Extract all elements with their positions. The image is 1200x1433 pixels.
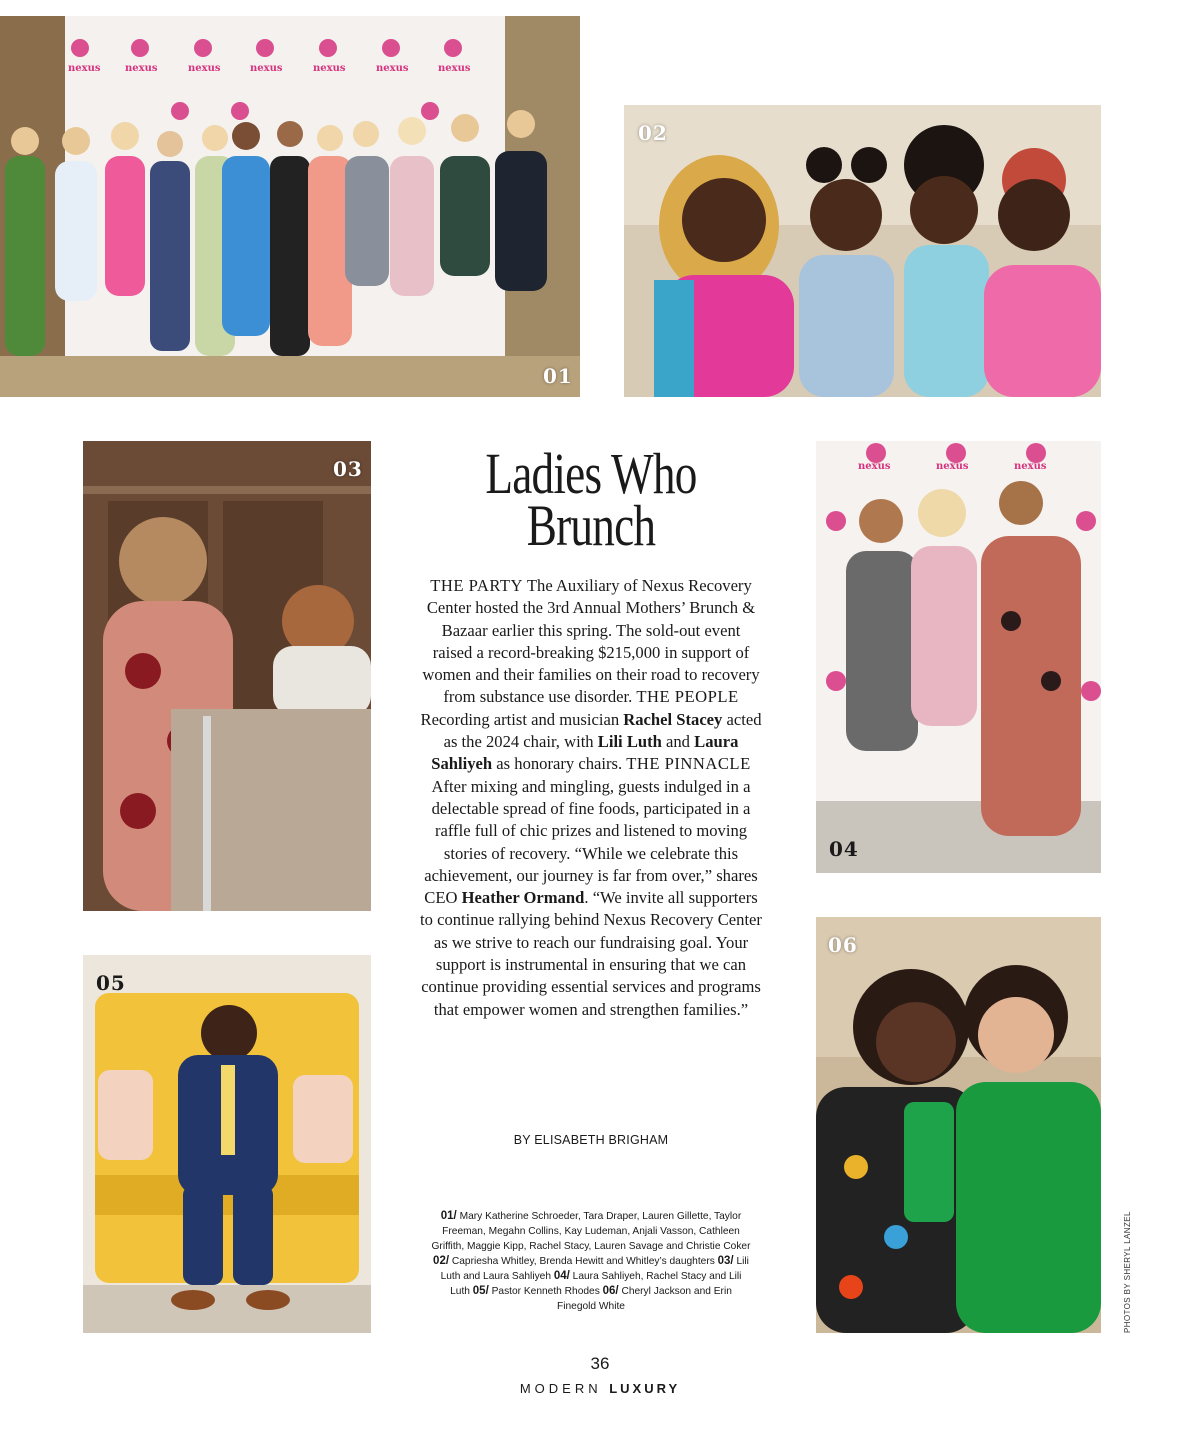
photo-group-backdrop <box>0 16 580 397</box>
backdrop-logo: nexus <box>313 63 346 74</box>
body-text: The Auxiliary of Nexus Recovery Center hosted the 3rd Annual Mothers’ Brunch & Bazaar earlier this spring. The sold-out event raised a record-breaking $215,000 in support of women and their families on their road to recovery from substance use disorder. <box>422 576 760 707</box>
body-text: After mixing and mingling, guests indulged in a delectable spread of fine foods, participated in a raffle full of chic prizes and listened to moving stories of recovery. “While we celebrate this achievement, our journey is far from over,” shares CEO <box>424 776 758 908</box>
caption-text: Mary Katherine Schroeder, Tara Draper, Lauren Gillette, Taylor Freeman, Megahn Collins, Kay Ludeman, Anjali Vasson, Cathleen Griffith, Maggie Kipp, Rachel Stacy, Lauren Savage and Christie Coker <box>431 1211 751 1252</box>
photo-number: 06 <box>828 933 858 957</box>
photo-captions <box>430 1209 752 1314</box>
kicker-the-party: THE PARTY <box>430 576 524 595</box>
caption-text: Capriesha Whitley, Brenda Hewitt and Whitley’s daughters <box>449 1256 718 1267</box>
backdrop-logo: nexus <box>188 63 221 74</box>
masthead-luxury: LUXURY <box>609 1381 681 1396</box>
backdrop-logo: nexus <box>250 63 283 74</box>
photo-credit: PHOTOS BY SHERYL LANZEL <box>1123 1211 1132 1333</box>
caption-number: 01/ <box>440 1210 457 1222</box>
photo-01-image <box>0 16 580 397</box>
photo-04-image <box>816 441 1101 873</box>
backdrop-logo: nexus <box>438 63 471 74</box>
backdrop-logo: nexus <box>858 461 891 472</box>
caption-number: 05/ <box>472 1285 489 1297</box>
caption-number: 06/ <box>602 1285 619 1297</box>
body-text: and <box>661 732 695 752</box>
page-number: 36 <box>590 1354 610 1373</box>
backdrop-logo: nexus <box>1014 461 1047 472</box>
byline: BY ELISABETH BRIGHAM <box>513 1133 669 1147</box>
photo-06-image <box>816 917 1101 1333</box>
body-text: . “We invite all supporters to continue rallying behind Nexus Recovery Center as we strive to reach our fundraising goal. Your support is instrumental in ensuring that we can continue providing essential services and programs that empower women and strengthen families.” <box>420 888 762 1019</box>
caption-number: 03/ <box>717 1255 734 1267</box>
backdrop-logo: nexus <box>125 63 158 74</box>
person-name: Laura Sahliyeh <box>431 732 739 774</box>
photo-pastor-seated <box>83 955 371 1333</box>
backdrop-logo: nexus <box>376 63 409 74</box>
kicker-the-people: THE PEOPLE <box>636 687 739 707</box>
photo-number: 03 <box>333 457 363 481</box>
backdrop-logo: nexus <box>68 63 101 74</box>
body-text: acted as the 2024 chair, with <box>443 709 762 752</box>
photo-podium <box>83 441 371 911</box>
caption-number: 02/ <box>433 1255 450 1267</box>
caption-text: Cheryl Jackson and Erin Finegold White <box>557 1286 732 1312</box>
backdrop-logo: nexus <box>936 461 969 472</box>
photo-number: 05 <box>96 971 126 995</box>
body-text: Recording artist and musician <box>420 709 624 729</box>
person-name: Rachel Stacey <box>623 709 723 729</box>
photo-women-and-daughters <box>624 105 1101 397</box>
headline-line-2: Brunch <box>526 493 656 558</box>
photo-three-chairs <box>816 441 1101 873</box>
article-body <box>420 575 762 1021</box>
photo-number: 04 <box>829 837 859 861</box>
photo-number: 02 <box>638 121 668 145</box>
photo-02-image <box>624 105 1101 397</box>
person-name: Lili Luth <box>597 732 662 752</box>
caption-text: Pastor Kenneth Rhodes <box>488 1286 603 1297</box>
masthead-logo <box>470 1381 730 1396</box>
kicker-the-pinnacle: THE PINNACLE <box>626 754 751 774</box>
caption-text: Laura Sahliyeh, Rachel Stacy and Lili Luth <box>450 1271 742 1297</box>
photo-05-image <box>83 955 371 1333</box>
body-text: as honorary chairs. <box>492 754 627 774</box>
masthead-modern: MODERN <box>519 1381 602 1396</box>
photo-two-women <box>816 917 1101 1333</box>
headline-line-1: Ladies Who <box>485 441 697 506</box>
photo-03-image <box>83 441 371 911</box>
caption-text: Lili Luth and Laura Sahliyeh <box>440 1256 749 1282</box>
photo-number: 01 <box>543 364 573 388</box>
headline <box>450 441 732 558</box>
caption-number: 04/ <box>553 1270 570 1282</box>
person-name: Heather Ormand <box>461 888 585 908</box>
